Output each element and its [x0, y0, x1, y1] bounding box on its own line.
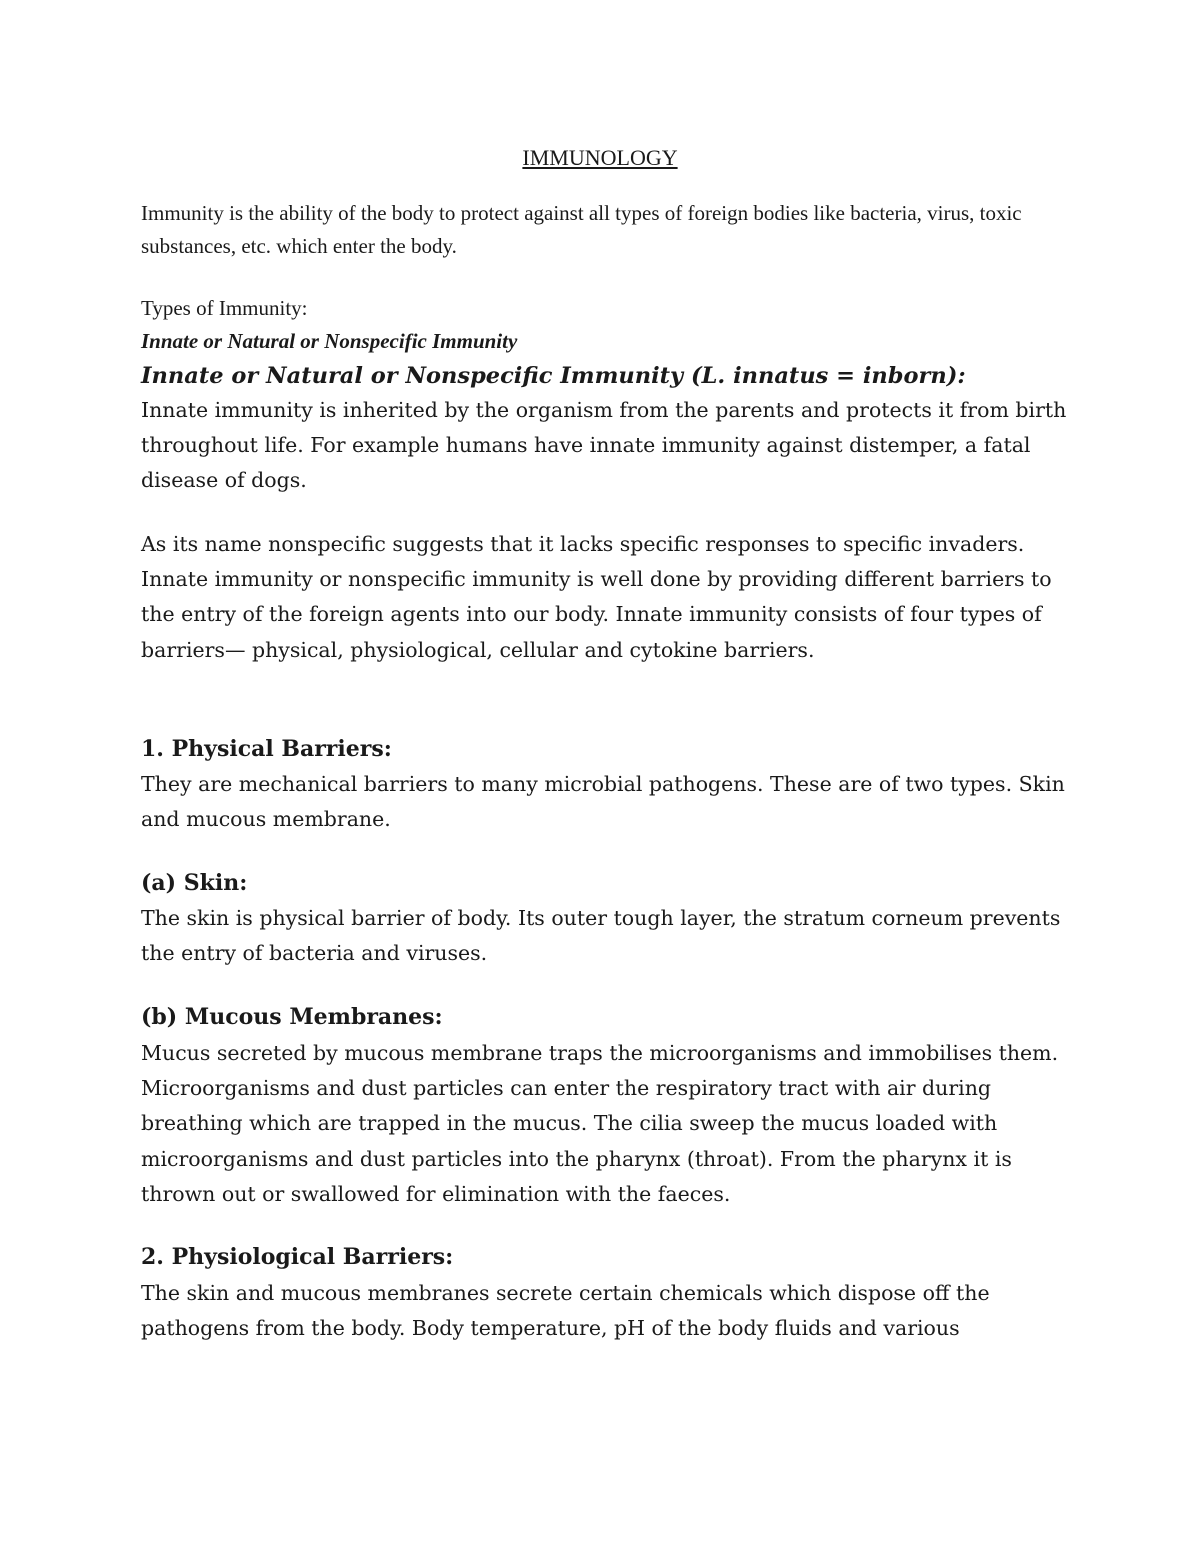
types-label: Types of Immunity: [141, 296, 308, 320]
skin-heading: (a) Skin: [141, 870, 248, 896]
skin-paragraph: The skin is physical barrier of body. Its outer tough layer, the stratum corneum prevents the entry of bacteria and viruses. [141, 906, 1061, 966]
mucous-membranes-paragraph: Mucus secreted by mucous membrane traps the microorganisms and immobilises them. Microorganisms and dust particles can enter the respiratory tract with air during breathing which are trapped in the mucus. The cilia sweep the mucus loaded with microorganisms and dust particles into the pharynx (throat). From the pharynx it is thrown out or swallowed for elimination with the faeces. [141, 1041, 1059, 1206]
innate-paragraph-1: Innate immunity is inherited by the organism from the parents and protects it from birth throughout life. For example humans have innate immunity against distemper, a fatal disease of dogs. [141, 398, 1067, 493]
innate-paragraph-2: As its name nonspecific suggests that it lacks specific responses to specific invaders. Innate immunity or nonspecific immunity is well done by providing different barriers to the entry of the foreign agents into our body. Innate immunity consists of four types of barriers— physical, physiological, cellular and cytokine barriers. [141, 532, 1052, 662]
document-title: IMMUNOLOGY [522, 145, 678, 170]
physiological-barriers-heading: 2. Physiological Barriers: [141, 1244, 454, 1270]
physical-barriers-heading: 1. Physical Barriers: [141, 736, 392, 762]
innate-subheading: Innate or Natural or Nonspecific Immunity [141, 329, 518, 353]
mucous-membranes-heading: (b) Mucous Membranes: [141, 1004, 443, 1030]
physiological-barriers-paragraph: The skin and mucous membranes secrete certain chemicals which dispose off the pathogens from the body. Body temperature, pH of the body fluids and various [141, 1281, 990, 1341]
intro-paragraph: Immunity is the ability of the body to protect against all types of foreign bodies like bacteria, virus, toxic substances, etc. which enter the body. [141, 201, 1022, 258]
innate-heading: Innate or Natural or Nonspecific Immunity (L. innatus = inborn): [141, 363, 966, 389]
physical-barriers-paragraph: They are mechanical barriers to many microbial pathogens. These are of two types. Skin and mucous membrane. [141, 772, 1065, 832]
